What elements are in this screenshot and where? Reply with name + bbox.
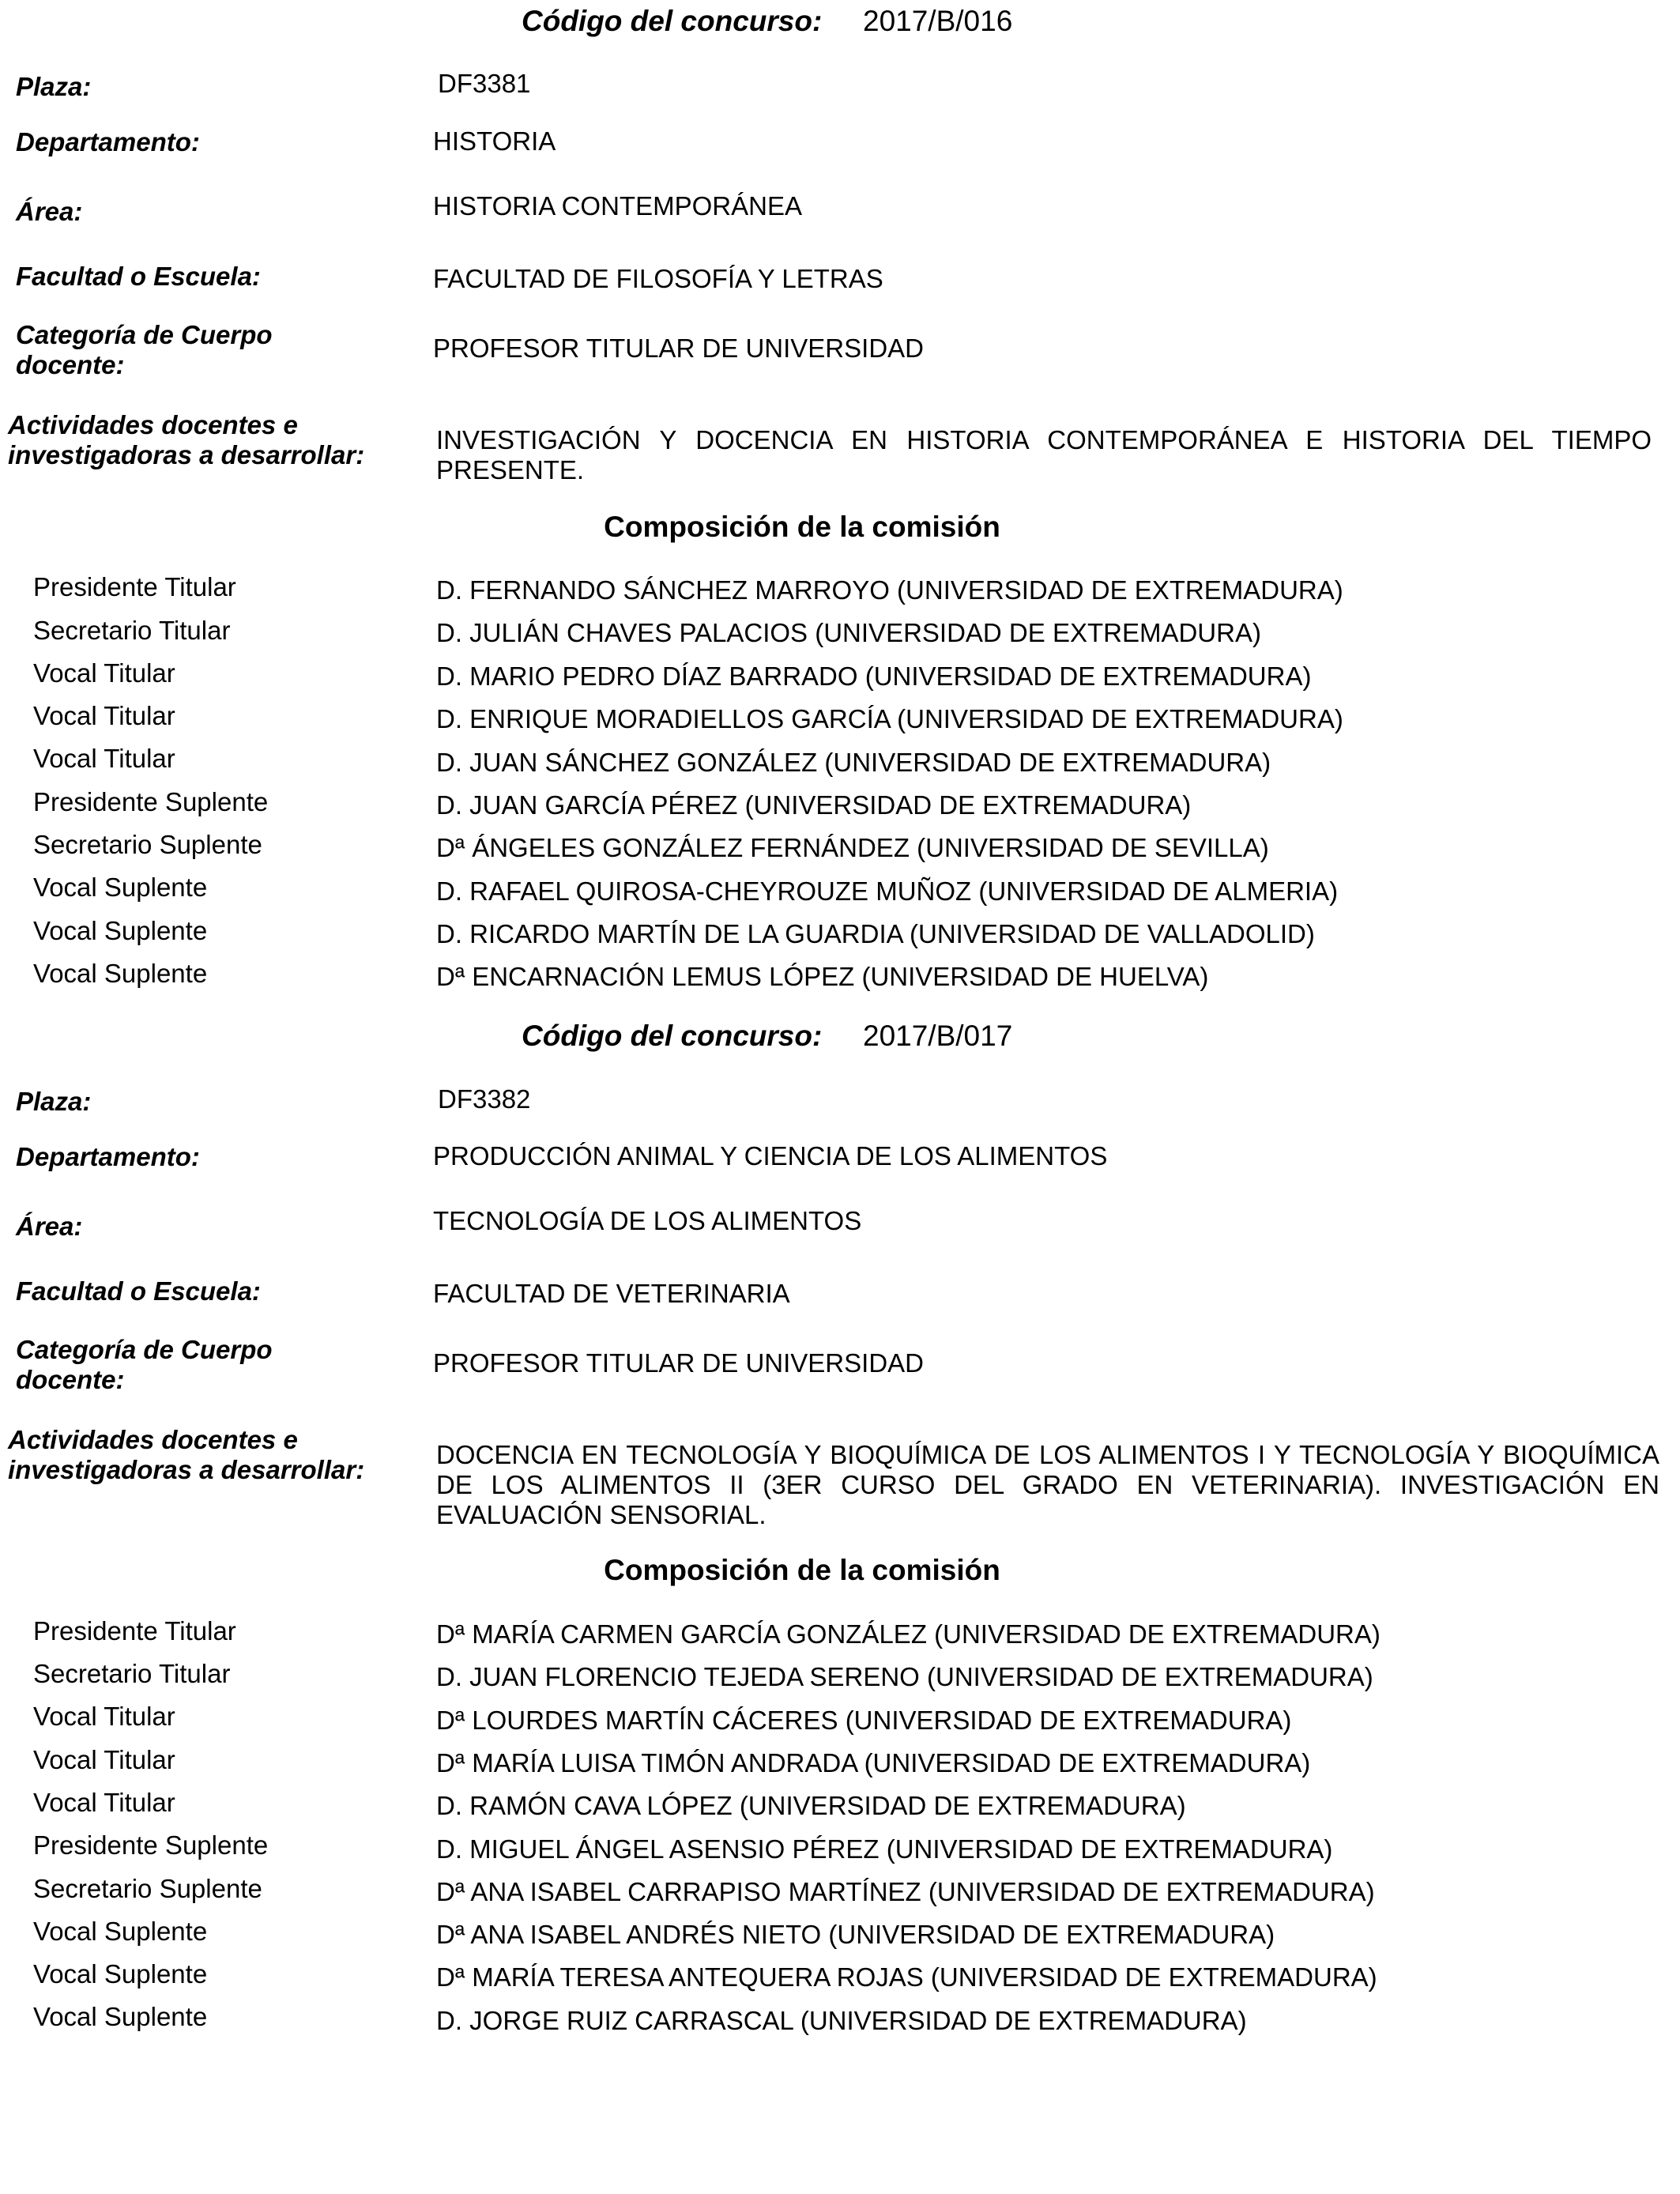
commission-title: Composición de la comisión: [604, 511, 1000, 543]
area-value: HISTORIA CONTEMPORÁNEA: [433, 191, 802, 221]
facultad-value: FACULTAD DE FILOSOFÍA Y LETRAS: [433, 264, 883, 293]
commission-role: Secretario Titular: [33, 1659, 231, 1688]
commission-member: D. RAFAEL QUIROSA-CHEYROUZE MUÑOZ (UNIVERSIDAD DE ALMERIA): [436, 876, 1339, 906]
departamento-value: HISTORIA: [433, 126, 556, 156]
commission-role: Vocal Suplente: [33, 1917, 208, 1946]
departamento-label: Departamento:: [16, 1142, 200, 1171]
area-value: TECNOLOGÍA DE LOS ALIMENTOS: [433, 1206, 862, 1235]
commission-member: D. RICARDO MARTÍN DE LA GUARDIA (UNIVERSIDAD DE VALLADOLID): [436, 919, 1315, 948]
commission-member: Dª MARÍA CARMEN GARCÍA GONZÁLEZ (UNIVERSIDAD DE EXTREMADURA): [436, 1619, 1381, 1649]
commission-role: Presidente Suplente: [33, 787, 269, 816]
code-label: Código del concurso:: [522, 1020, 823, 1052]
commission-role: Vocal Titular: [33, 1702, 175, 1731]
commission-member: Dª MARÍA TERESA ANTEQUERA ROJAS (UNIVERSIDAD DE EXTREMADURA): [436, 1962, 1377, 1992]
commission-member: D. JORGE RUIZ CARRASCAL (UNIVERSIDAD DE EXTREMADURA): [436, 2006, 1247, 2035]
commission-member: D. FERNANDO SÁNCHEZ MARROYO (UNIVERSIDAD DE EXTREMADURA): [436, 575, 1343, 605]
commission-role: Vocal Titular: [33, 744, 175, 773]
commission-member: D. JULIÁN CHAVES PALACIOS (UNIVERSIDAD DE EXTREMADURA): [436, 618, 1261, 647]
commission-role: Presidente Titular: [33, 572, 236, 601]
plaza-value: DF3382: [438, 1084, 531, 1114]
facultad-value: FACULTAD DE VETERINARIA: [433, 1279, 790, 1308]
commission-member: D. JUAN GARCÍA PÉREZ (UNIVERSIDAD DE EXTREMADURA): [436, 790, 1192, 820]
commission-role: Secretario Suplente: [33, 830, 262, 859]
commission-member: D. MIGUEL ÁNGEL ASENSIO PÉREZ (UNIVERSIDAD DE EXTREMADURA): [436, 1834, 1333, 1864]
commission-member: D. ENRIQUE MORADIELLOS GARCÍA (UNIVERSIDAD DE EXTREMADURA): [436, 704, 1343, 733]
plaza-label: Plaza:: [16, 1087, 92, 1116]
actividades-label-line2: investigadoras a desarrollar:: [8, 440, 365, 469]
commission-role: Presidente Suplente: [33, 1830, 269, 1860]
commission-member: Dª ANA ISABEL ANDRÉS NIETO (UNIVERSIDAD DE EXTREMADURA): [436, 1920, 1275, 1949]
code-label: Código del concurso:: [522, 5, 823, 37]
commission-member: Dª ANA ISABEL CARRAPISO MARTÍNEZ (UNIVERSIDAD DE EXTREMADURA): [436, 1877, 1375, 1906]
facultad-label: Facultad o Escuela:: [16, 262, 261, 291]
actividades-label-line2: investigadoras a desarrollar:: [8, 1455, 365, 1484]
commission-title: Composición de la comisión: [604, 1554, 1000, 1586]
commission-role: Vocal Suplente: [33, 916, 208, 945]
commission-member: D. MARIO PEDRO DÍAZ BARRADO (UNIVERSIDAD DE EXTREMADURA): [436, 662, 1312, 691]
commission-member: D. JUAN SÁNCHEZ GONZÁLEZ (UNIVERSIDAD DE EXTREMADURA): [436, 748, 1271, 777]
commission-role: Vocal Suplente: [33, 873, 208, 902]
commission-member: D. JUAN FLORENCIO TEJEDA SERENO (UNIVERSIDAD DE EXTREMADURA): [436, 1662, 1373, 1691]
code-value: 2017/B/016: [863, 5, 1013, 37]
commission-member: Dª MARÍA LUISA TIMÓN ANDRADA (UNIVERSIDAD DE EXTREMADURA): [436, 1748, 1311, 1777]
facultad-label: Facultad o Escuela:: [16, 1276, 261, 1306]
categoria-label-line1: Categoría de Cuerpo: [16, 1335, 273, 1364]
code-value: 2017/B/017: [863, 1020, 1013, 1052]
commission-role: Vocal Suplente: [33, 959, 208, 988]
actividades-value: INVESTIGACIÓN Y DOCENCIA EN HISTORIA CONTEMPORÁNEA E HISTORIA DEL TIEMPO PRESENTE.: [436, 425, 1652, 484]
departamento-value: PRODUCCIÓN ANIMAL Y CIENCIA DE LOS ALIMENTOS: [433, 1141, 1108, 1171]
area-label: Área:: [16, 197, 83, 226]
actividades-value: DOCENCIA EN TECNOLOGÍA Y BIOQUÍMICA DE LOS ALIMENTOS I Y TECNOLOGÍA Y BIOQUÍMICA DE LOS ALIMENTOS II (3ER CURSO DEL GRADO EN VETERINARIA). INVESTIGACIÓN EN EVALUACIÓN SENSORIAL.: [436, 1440, 1659, 1529]
commission-member: Dª ÁNGELES GONZÁLEZ FERNÁNDEZ (UNIVERSIDAD DE SEVILLA): [436, 833, 1269, 862]
commission-member: D. RAMÓN CAVA LÓPEZ (UNIVERSIDAD DE EXTREMADURA): [436, 1791, 1186, 1820]
commission-role: Secretario Suplente: [33, 1874, 262, 1903]
commission-role: Presidente Titular: [33, 1616, 236, 1646]
area-label: Área:: [16, 1212, 83, 1241]
actividades-label-line1: Actividades docentes e: [8, 410, 298, 439]
categoria-value: PROFESOR TITULAR DE UNIVERSIDAD: [433, 1348, 924, 1378]
departamento-label: Departamento:: [16, 127, 200, 156]
commission-role: Vocal Titular: [33, 1745, 175, 1774]
commission-role: Vocal Titular: [33, 658, 175, 688]
categoria-label-line1: Categoría de Cuerpo: [16, 320, 273, 349]
commission-role: Vocal Titular: [33, 1788, 175, 1817]
plaza-value: DF3381: [438, 69, 531, 98]
categoria-label-line2: docente:: [16, 1365, 125, 1394]
actividades-label-line1: Actividades docentes e: [8, 1425, 298, 1454]
commission-member: Dª LOURDES MARTÍN CÁCERES (UNIVERSIDAD DE EXTREMADURA): [436, 1706, 1292, 1735]
categoria-label-line2: docente:: [16, 350, 125, 379]
commission-role: Vocal Suplente: [33, 1959, 208, 1989]
plaza-label: Plaza:: [16, 72, 92, 101]
commission-role: Vocal Titular: [33, 701, 175, 730]
commission-role: Vocal Suplente: [33, 2002, 208, 2031]
commission-member: Dª ENCARNACIÓN LEMUS LÓPEZ (UNIVERSIDAD DE HUELVA): [436, 962, 1209, 991]
categoria-value: PROFESOR TITULAR DE UNIVERSIDAD: [433, 334, 924, 363]
commission-role: Secretario Titular: [33, 616, 231, 645]
